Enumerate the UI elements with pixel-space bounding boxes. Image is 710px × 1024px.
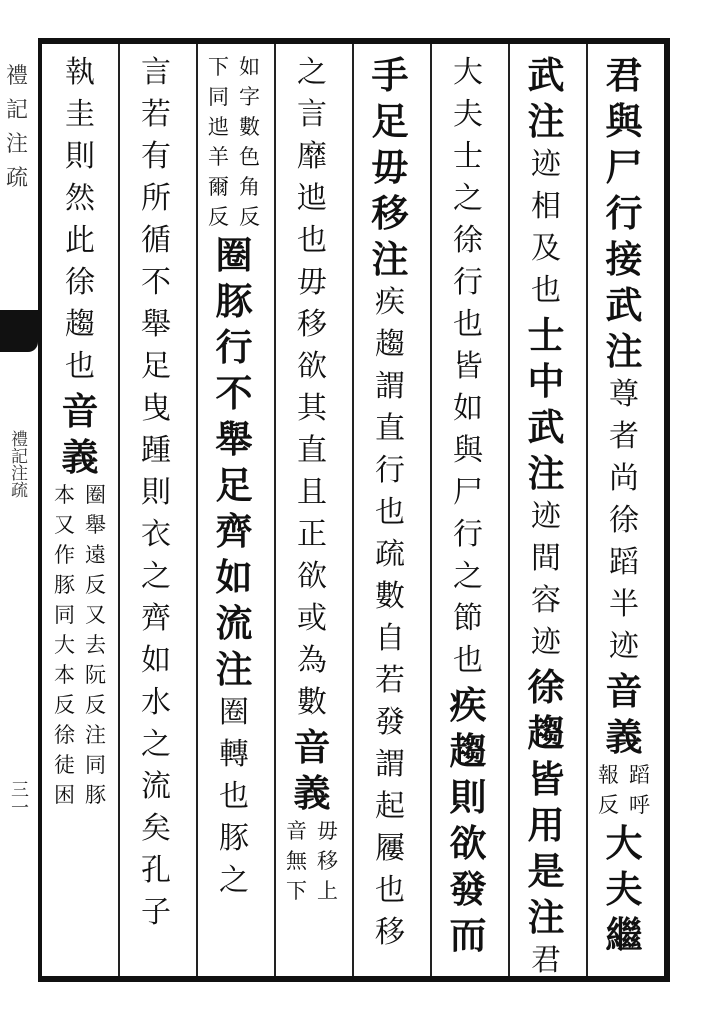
- annotation-line-left: 音無下: [286, 819, 307, 903]
- main-text: 士中武注: [527, 313, 565, 495]
- commentary-text: 大夫士之徐行也皆如與尸行之節也: [453, 55, 483, 678]
- main-text: 音義: [605, 669, 643, 759]
- commentary-text: 圈轉也豚之: [219, 695, 249, 898]
- main-text: 君與尸行接武注: [605, 53, 643, 373]
- margin-header-char: 禮: [6, 64, 29, 89]
- main-text: 武注: [527, 53, 565, 143]
- annotation-line-right: 蹈呼: [629, 763, 650, 817]
- frame-top-border: [38, 38, 670, 44]
- annotation-line-right: 如字數色角反: [239, 55, 260, 229]
- text-column: [276, 52, 348, 972]
- annotation-double-line: [54, 480, 106, 810]
- annotation-line-left: 報反: [598, 763, 619, 817]
- text-column: [198, 52, 270, 972]
- margin-fish-tail: [0, 310, 38, 352]
- commentary-text: 之言靡迆也毋移欲其直且正欲或為數: [297, 55, 327, 720]
- frame-left-border: [38, 38, 42, 982]
- main-text: 大夫繼: [605, 821, 643, 957]
- text-column: [432, 52, 504, 972]
- page-number: 三一: [8, 780, 29, 816]
- annotation-line-left: 本又作豚同大本反徐徒困: [54, 483, 75, 807]
- margin-header-text: [6, 60, 28, 196]
- main-text: 音義: [293, 725, 331, 815]
- frame-right-border: [664, 38, 670, 982]
- annotation-line-right: 圈舉遠反又去阮反注同豚: [85, 483, 106, 807]
- commentary-text: 言若有所循不舉足曳踵則衣之齊如水之流矣孔子: [141, 55, 171, 930]
- annotation-double-line: [208, 52, 260, 232]
- main-text: 音義: [61, 389, 99, 479]
- annotation-double-line: [286, 816, 338, 906]
- margin-header-char: 記: [6, 98, 29, 123]
- annotation-line-right: 毋移上: [317, 819, 338, 903]
- commentary-text: 尊者尚徐蹈半迹: [609, 377, 639, 664]
- text-column: [510, 52, 582, 978]
- commentary-text: 迹間容迹: [531, 499, 561, 660]
- main-text: 疾趨則欲發而: [449, 683, 487, 957]
- text-column: [44, 52, 116, 972]
- frame-bottom-border: [38, 976, 670, 982]
- margin-header-char: 注: [6, 132, 29, 157]
- text-column: [120, 52, 192, 972]
- annotation-line-left: 下同迆羊爾反: [208, 55, 229, 229]
- text-column: [354, 52, 426, 972]
- margin-header-char: 疏: [6, 166, 29, 191]
- commentary-text: 疾趨謂直行也疏數自若發謂起屨也移: [375, 285, 405, 950]
- main-text: 徐趨皆用是注: [527, 665, 565, 939]
- commentary-text: 執圭則然此徐趨也: [65, 55, 95, 384]
- margin-book-title: 禮記注疏: [7, 430, 27, 498]
- text-column: [588, 52, 660, 972]
- commentary-text: 君: [531, 943, 561, 978]
- main-text: 手足毋移注: [371, 53, 409, 281]
- annotation-double-line: [598, 760, 650, 820]
- commentary-text: 迹相及也: [531, 147, 561, 308]
- main-text: 圈豚行不舉足齊如流注: [215, 233, 253, 691]
